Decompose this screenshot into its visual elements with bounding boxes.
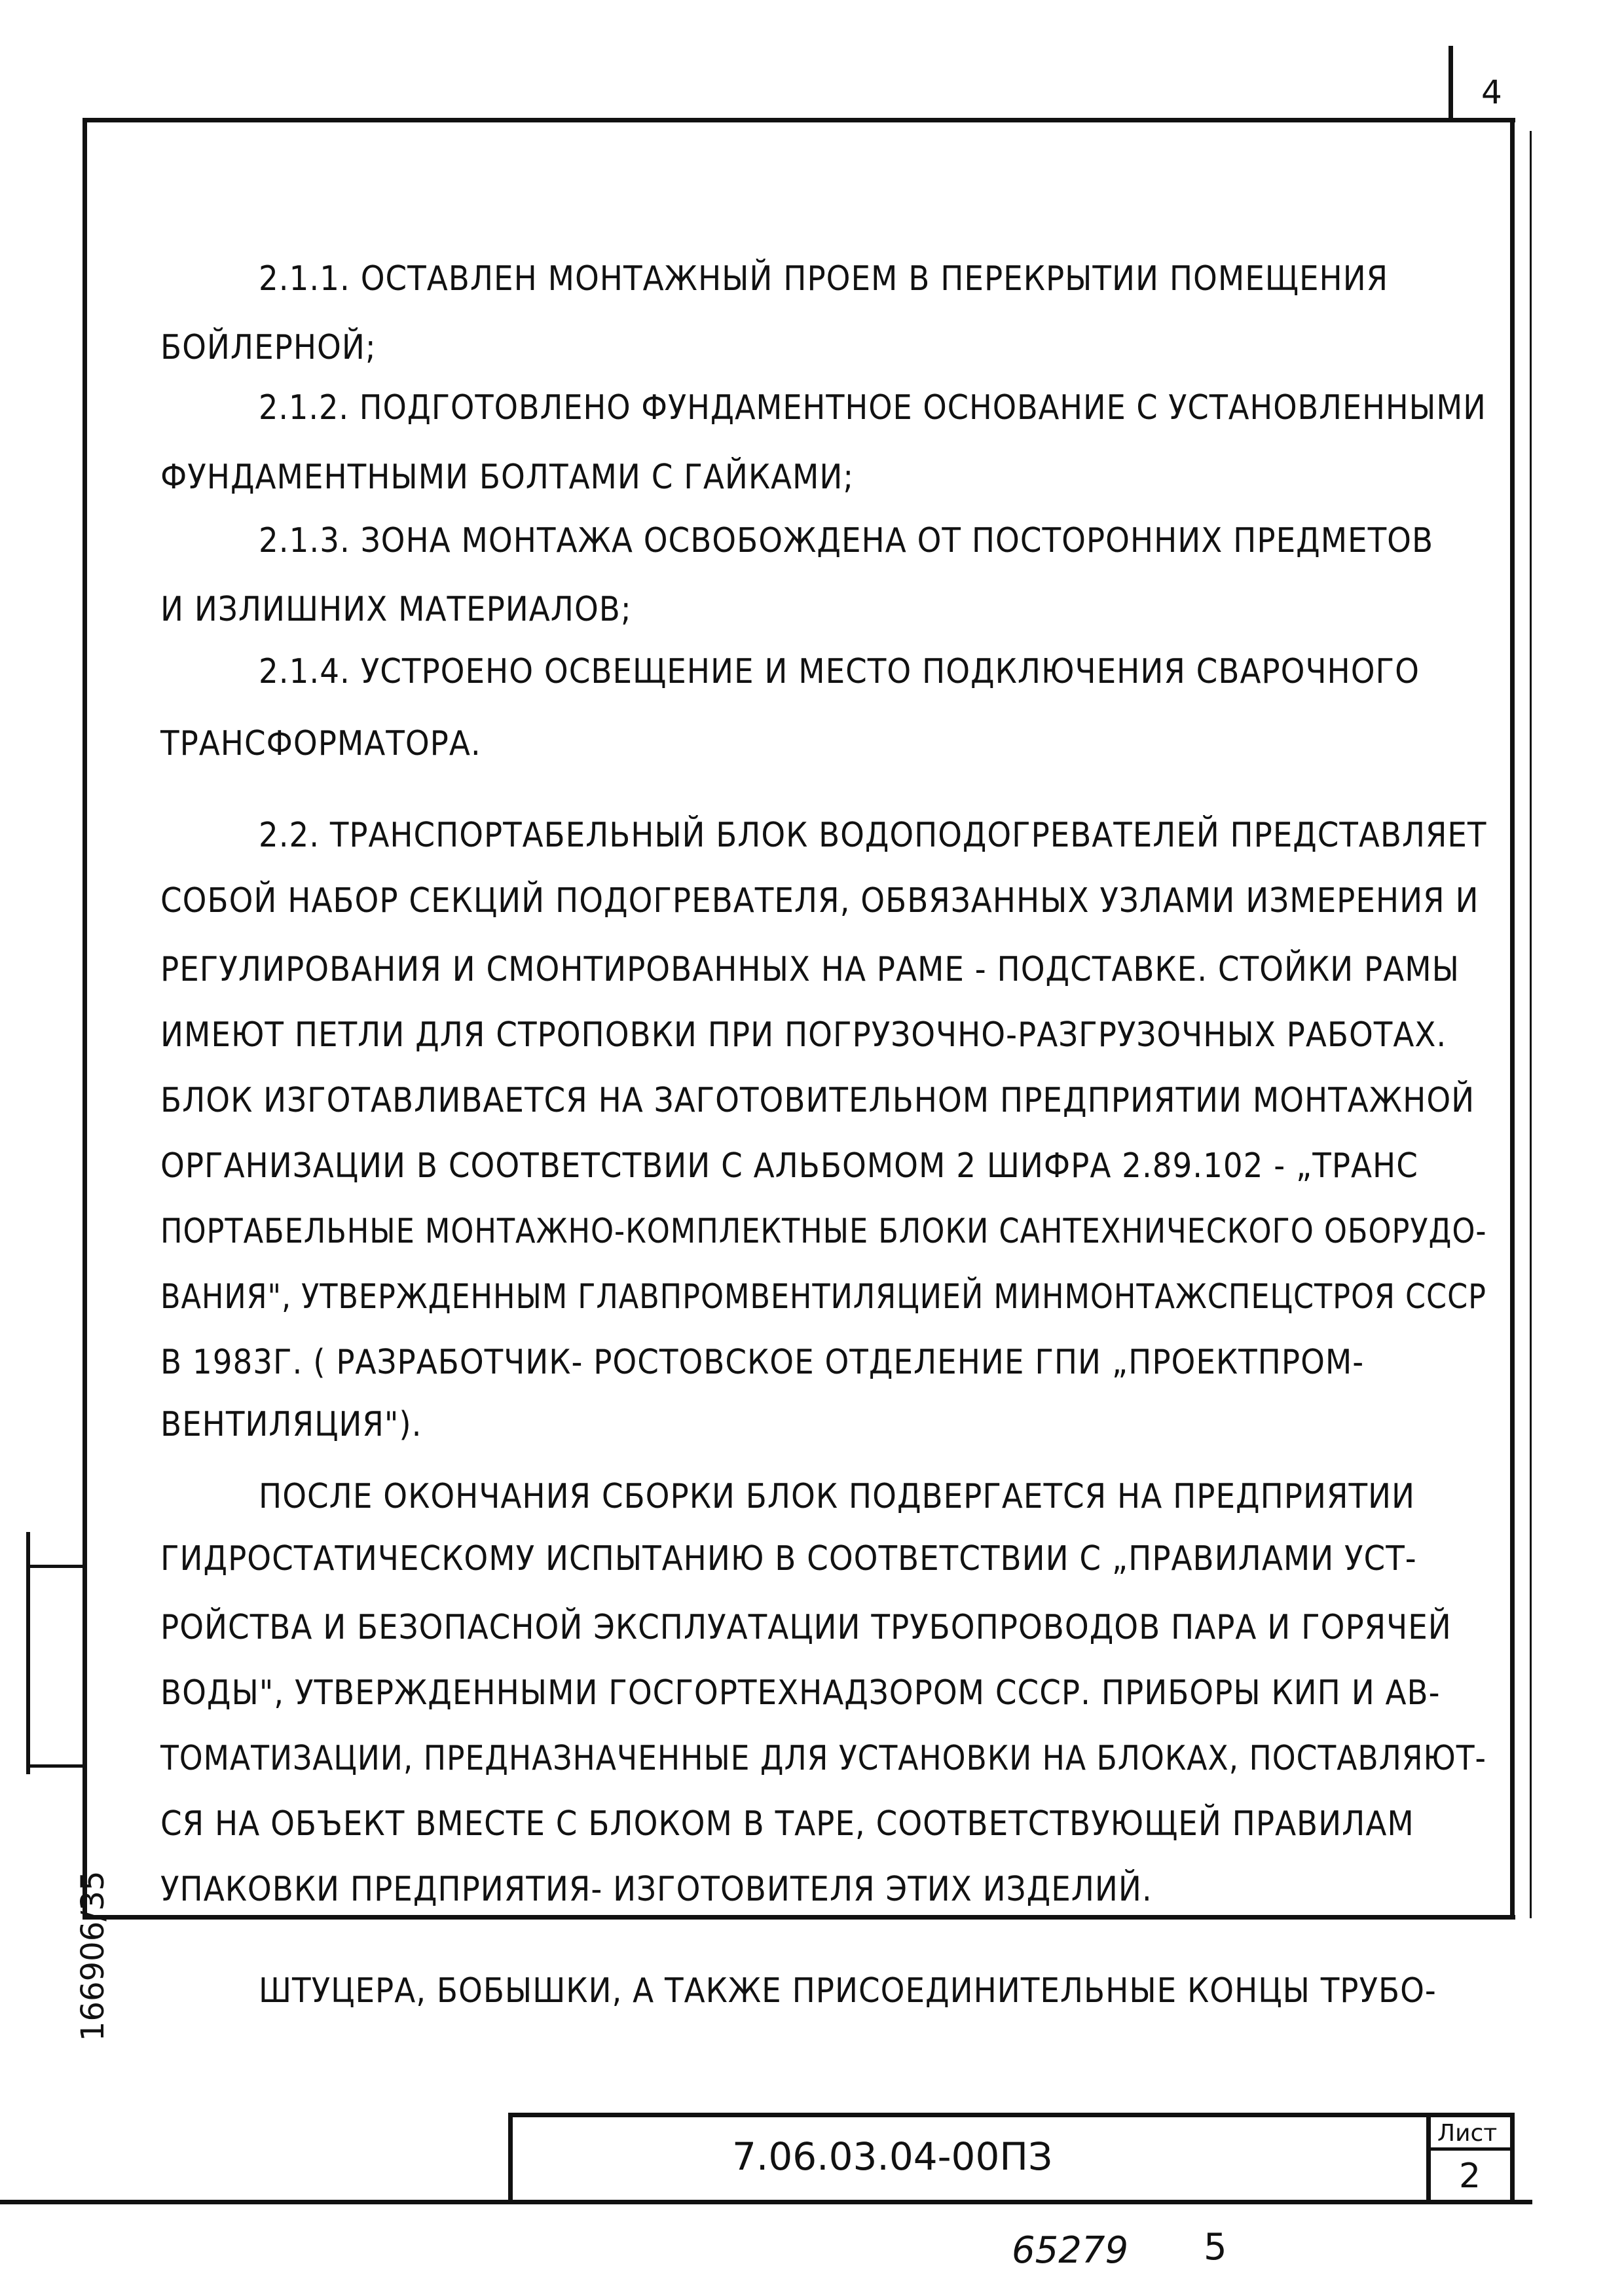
body-line: И ИЗЛИШНИХ МАТЕРИАЛОВ; xyxy=(160,590,632,629)
binding-mark-line xyxy=(26,1532,30,1774)
body-line: 2.1.3. ЗОНА МОНТАЖА ОСВОБОЖДЕНА ОТ ПОСТОРОННИХ ПРЕДМЕТОВ xyxy=(259,521,1434,560)
title-block-bottom xyxy=(0,2200,1532,2204)
body-line: 2.1.1. ОСТАВЛЕН МОНТАЖНЫЙ ПРОЕМ В ПЕРЕКРЫТИИ ПОМЕЩЕНИЯ xyxy=(259,259,1389,299)
body-line: ПОСЛЕ ОКОНЧАНИЯ СБОРКИ БЛОК ПОДВЕРГАЕТСЯ НА ПРЕДПРИЯТИИ xyxy=(259,1477,1416,1516)
body-line: БЛОК ИЗГОТАВЛИВАЕТСЯ НА ЗАГОТОВИТЕЛЬНОМ ПРЕДПРИЯТИИ МОНТАЖНОЙ xyxy=(160,1081,1475,1120)
body-line: В 1983Г. ( РАЗРАБОТЧИК- РОСТОВСКОЕ ОТДЕЛЕНИЕ ГПИ „ПРОЕКТПРОМ- xyxy=(160,1343,1365,1382)
corner-sheet-number: 4 xyxy=(1481,73,1502,111)
body-line: ТРАНСФОРМАТОРА. xyxy=(160,724,481,763)
body-line: 2.1.4. УСТРОЕНО ОСВЕЩЕНИЕ И МЕСТО ПОДКЛЮЧЕНИЯ СВАРОЧНОГО xyxy=(259,652,1420,691)
corner-mark-line xyxy=(1449,46,1453,122)
title-block-left xyxy=(508,2113,513,2204)
frame-left-border xyxy=(83,118,87,1918)
body-line: ТОМАТИЗАЦИИ, ПРЕДНАЗНАЧЕННЫЕ ДЛЯ УСТАНОВКИ НА БЛОКАХ, ПОСТАВЛЯЮТ- xyxy=(160,1739,1486,1778)
sheet-number: 2 xyxy=(1459,2157,1481,2196)
body-line: ПОРТАБЕЛЬНЫЕ МОНТАЖНО-КОМПЛЕКТНЫЕ БЛОКИ САНТЕХНИЧЕСКОГО ОБОРУДО- xyxy=(160,1212,1487,1251)
body-line: ГИДРОСТАТИЧЕСКОМУ ИСПЫТАНИЮ В СООТВЕТСТВИИ С „ПРАВИЛАМИ УСТ- xyxy=(160,1539,1417,1578)
title-block-sheet-label-divider xyxy=(1426,2147,1515,2151)
frame-bottom-border xyxy=(83,1915,1515,1920)
binding-mark-top xyxy=(26,1565,83,1568)
body-line: СОБОЙ НАБОР СЕКЦИЙ ПОДОГРЕВАТЕЛЯ, ОБВЯЗАННЫХ УЗЛАМИ ИЗМЕРЕНИЯ И xyxy=(160,881,1479,920)
sheet-label: Лист xyxy=(1437,2120,1498,2147)
frame-right-outer-line xyxy=(1530,131,1532,1918)
binding-mark-bottom xyxy=(26,1764,83,1768)
body-line: ВОДЫ", УТВЕРЖДЕННЫМИ ГОСГОРТЕХНАДЗОРОМ СССР. ПРИБОРЫ КИП И АВ- xyxy=(160,1673,1441,1713)
body-line: ВАНИЯ", УТВЕРЖДЕННЫМ ГЛАВПРОМВЕНТИЛЯЦИЕЙ МИНМОНТАЖСПЕЦСТРОЯ СССР xyxy=(160,1277,1486,1317)
body-line: РЕГУЛИРОВАНИЯ И СМОНТИРОВАННЫХ НА РАМЕ - ПОДСТАВКЕ. СТОЙКИ РАМЫ xyxy=(160,950,1460,989)
body-line: ШТУЦЕРА, БОБЫШКИ, А ТАКЖЕ ПРИСОЕДИНИТЕЛЬНЫЕ КОНЦЫ ТРУБО- xyxy=(259,1971,1437,2011)
archive-copy-number: 5 xyxy=(1204,2226,1227,2269)
body-line: ФУНДАМЕНТНЫМИ БОЛТАМИ С ГАЙКАМИ; xyxy=(160,458,855,497)
document-code: 7.06.03.04-00ПЗ xyxy=(732,2134,1053,2179)
frame-top-border xyxy=(83,118,1515,122)
frame-right-border xyxy=(1510,118,1515,1918)
body-line: УПАКОВКИ ПРЕДПРИЯТИЯ- ИЗГОТОВИТЕЛЯ ЭТИХ ИЗДЕЛИЙ. xyxy=(160,1870,1153,1909)
title-block-top xyxy=(508,2113,1515,2117)
body-line: БОЙЛЕРНОЙ; xyxy=(160,328,377,367)
body-line: 2.1.2. ПОДГОТОВЛЕНО ФУНДАМЕНТНОЕ ОСНОВАНИЕ С УСТАНОВЛЕННЫМИ xyxy=(259,388,1486,428)
title-block-sheet-divider xyxy=(1426,2113,1431,2204)
body-line: ОРГАНИЗАЦИИ В СООТВЕТСТВИИ С АЛЬБОМОМ 2 ШИФРА 2.89.102 - „ТРАНС xyxy=(160,1146,1418,1186)
body-line: ИМЕЮТ ПЕТЛИ ДЛЯ СТРОПОВКИ ПРИ ПОГРУЗОЧНО-РАЗГРУЗОЧНЫХ РАБОТАХ. xyxy=(160,1015,1447,1055)
body-line: СЯ НА ОБЪЕКТ ВМЕСТЕ С БЛОКОМ В ТАРЕ, СООТВЕТСТВУЮЩЕЙ ПРАВИЛАМ xyxy=(160,1804,1414,1844)
body-line: ВЕНТИЛЯЦИЯ"). xyxy=(160,1405,422,1444)
inventory-number: 166906/35 xyxy=(75,1870,111,2041)
archive-number: 65279 xyxy=(1012,2229,1129,2272)
title-block-right xyxy=(1510,2113,1515,2204)
body-line: 2.2. ТРАНСПОРТАБЕЛЬНЫЙ БЛОК ВОДОПОДОГРЕВАТЕЛЕЙ ПРЕДСТАВЛЯЕТ xyxy=(259,816,1487,855)
body-line: РОЙСТВА И БЕЗОПАСНОЙ ЭКСПЛУАТАЦИИ ТРУБОПРОВОДОВ ПАРА И ГОРЯЧЕЙ xyxy=(160,1608,1452,1647)
